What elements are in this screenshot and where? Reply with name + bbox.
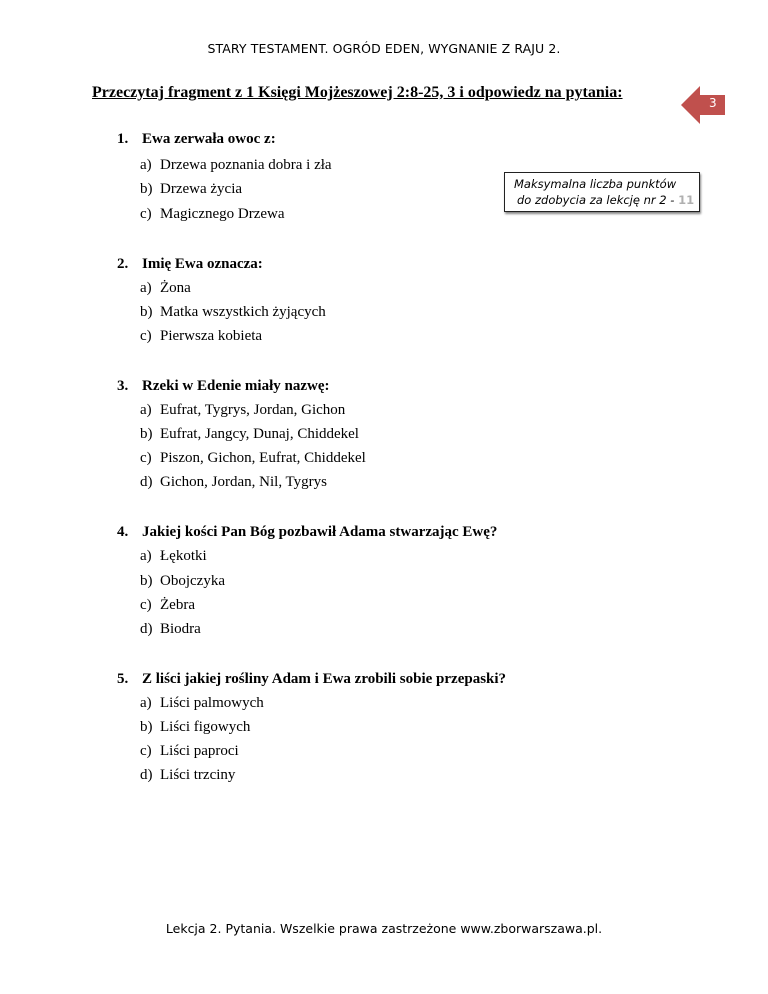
option-text: Drzewa życia bbox=[160, 181, 243, 197]
option-text: Eufrat, Jangcy, Dunaj, Chiddekel bbox=[160, 426, 359, 442]
option-letter: b) bbox=[140, 181, 153, 197]
option-text: Łękotki bbox=[160, 548, 207, 564]
question-text: Rzeki w Edenie miały nazwę: bbox=[142, 378, 330, 394]
option-text: Matka wszystkich żyjących bbox=[160, 304, 326, 320]
option-text: Pierwsza kobieta bbox=[160, 328, 263, 344]
option-letter: b) bbox=[140, 573, 153, 589]
option-text: Magicznego Drzewa bbox=[160, 206, 285, 222]
option-text: Drzewa poznania dobra i zła bbox=[160, 157, 332, 173]
points-box-line2 bbox=[505, 192, 699, 208]
option bbox=[140, 328, 262, 345]
option-letter: a) bbox=[140, 280, 152, 296]
option-letter: c) bbox=[140, 743, 152, 759]
option-text: Gichon, Jordan, Nil, Tygrys bbox=[160, 474, 327, 490]
option bbox=[140, 304, 326, 321]
option-letter: a) bbox=[140, 157, 152, 173]
page-number-arrow bbox=[681, 86, 725, 124]
option bbox=[140, 474, 327, 491]
option-text: Eufrat, Tygrys, Jordan, Gichon bbox=[160, 402, 346, 418]
question-text: Imię Ewa oznacza: bbox=[142, 256, 263, 272]
question-number: 2. bbox=[117, 256, 129, 272]
option bbox=[140, 548, 207, 565]
option-letter: c) bbox=[140, 206, 152, 222]
option bbox=[140, 206, 285, 223]
option-letter: a) bbox=[140, 402, 152, 418]
option bbox=[140, 402, 345, 419]
option-text: Piszon, Gichon, Eufrat, Chiddekel bbox=[160, 450, 366, 466]
option-letter: c) bbox=[140, 450, 152, 466]
question-number: 5. bbox=[117, 671, 129, 687]
option bbox=[140, 450, 366, 467]
option-text: Liści figowych bbox=[160, 719, 251, 735]
option bbox=[140, 157, 332, 174]
option bbox=[140, 573, 225, 590]
option-text: Liści paproci bbox=[160, 743, 239, 759]
page-number: 3 bbox=[709, 96, 717, 110]
option bbox=[140, 181, 242, 198]
points-box-line1: Maksymalna liczba punktów bbox=[514, 177, 677, 191]
max-points-box bbox=[504, 172, 700, 212]
option-letter: c) bbox=[140, 597, 152, 613]
option-text: Obojczyka bbox=[160, 573, 225, 589]
option-text: Żebra bbox=[160, 597, 195, 613]
question-text: Ewa zerwała owoc z: bbox=[142, 131, 276, 147]
question-number: 4. bbox=[117, 524, 129, 540]
question-number: 3. bbox=[117, 378, 129, 394]
option bbox=[140, 719, 250, 736]
instruction-heading: Przeczytaj fragment z 1 Księgi Mojżeszowej 2:8-25, 3 i odpowiedz na pytania: bbox=[92, 84, 623, 101]
option bbox=[140, 621, 201, 638]
points-value: 11 bbox=[678, 193, 695, 207]
option bbox=[140, 767, 235, 784]
option-letter: b) bbox=[140, 426, 153, 442]
points-box-line2-text: do zdobycia za lekcję nr 2 - bbox=[517, 193, 675, 207]
option bbox=[140, 597, 195, 614]
question-text: Jakiej kości Pan Bóg pozbawił Adama stwarzając Ewę? bbox=[142, 524, 498, 540]
option-text: Liści palmowych bbox=[160, 695, 264, 711]
option-letter: b) bbox=[140, 304, 153, 320]
page-footer: Lekcja 2. Pytania. Wszelkie prawa zastrzeżone www.zborwarszawa.pl. bbox=[165, 921, 603, 936]
option-letter: a) bbox=[140, 695, 152, 711]
option-letter: d) bbox=[140, 621, 153, 637]
option bbox=[140, 280, 191, 297]
arrow-left-icon bbox=[681, 86, 725, 124]
option-letter: d) bbox=[140, 474, 153, 490]
question-number: 1. bbox=[117, 131, 129, 147]
option-text: Liści trzciny bbox=[160, 767, 236, 783]
question-text: Z liści jakiej rośliny Adam i Ewa zrobili sobie przepaski? bbox=[142, 671, 507, 687]
option bbox=[140, 426, 359, 443]
option bbox=[140, 743, 239, 760]
option-letter: b) bbox=[140, 719, 153, 735]
option-text: Biodra bbox=[160, 621, 201, 637]
option bbox=[140, 695, 264, 712]
option-letter: c) bbox=[140, 328, 152, 344]
option-letter: a) bbox=[140, 548, 152, 564]
option-text: Żona bbox=[160, 280, 191, 296]
page-header: STARY TESTAMENT. OGRÓD EDEN, WYGNANIE Z RAJU 2. bbox=[207, 41, 561, 56]
option-letter: d) bbox=[140, 767, 153, 783]
